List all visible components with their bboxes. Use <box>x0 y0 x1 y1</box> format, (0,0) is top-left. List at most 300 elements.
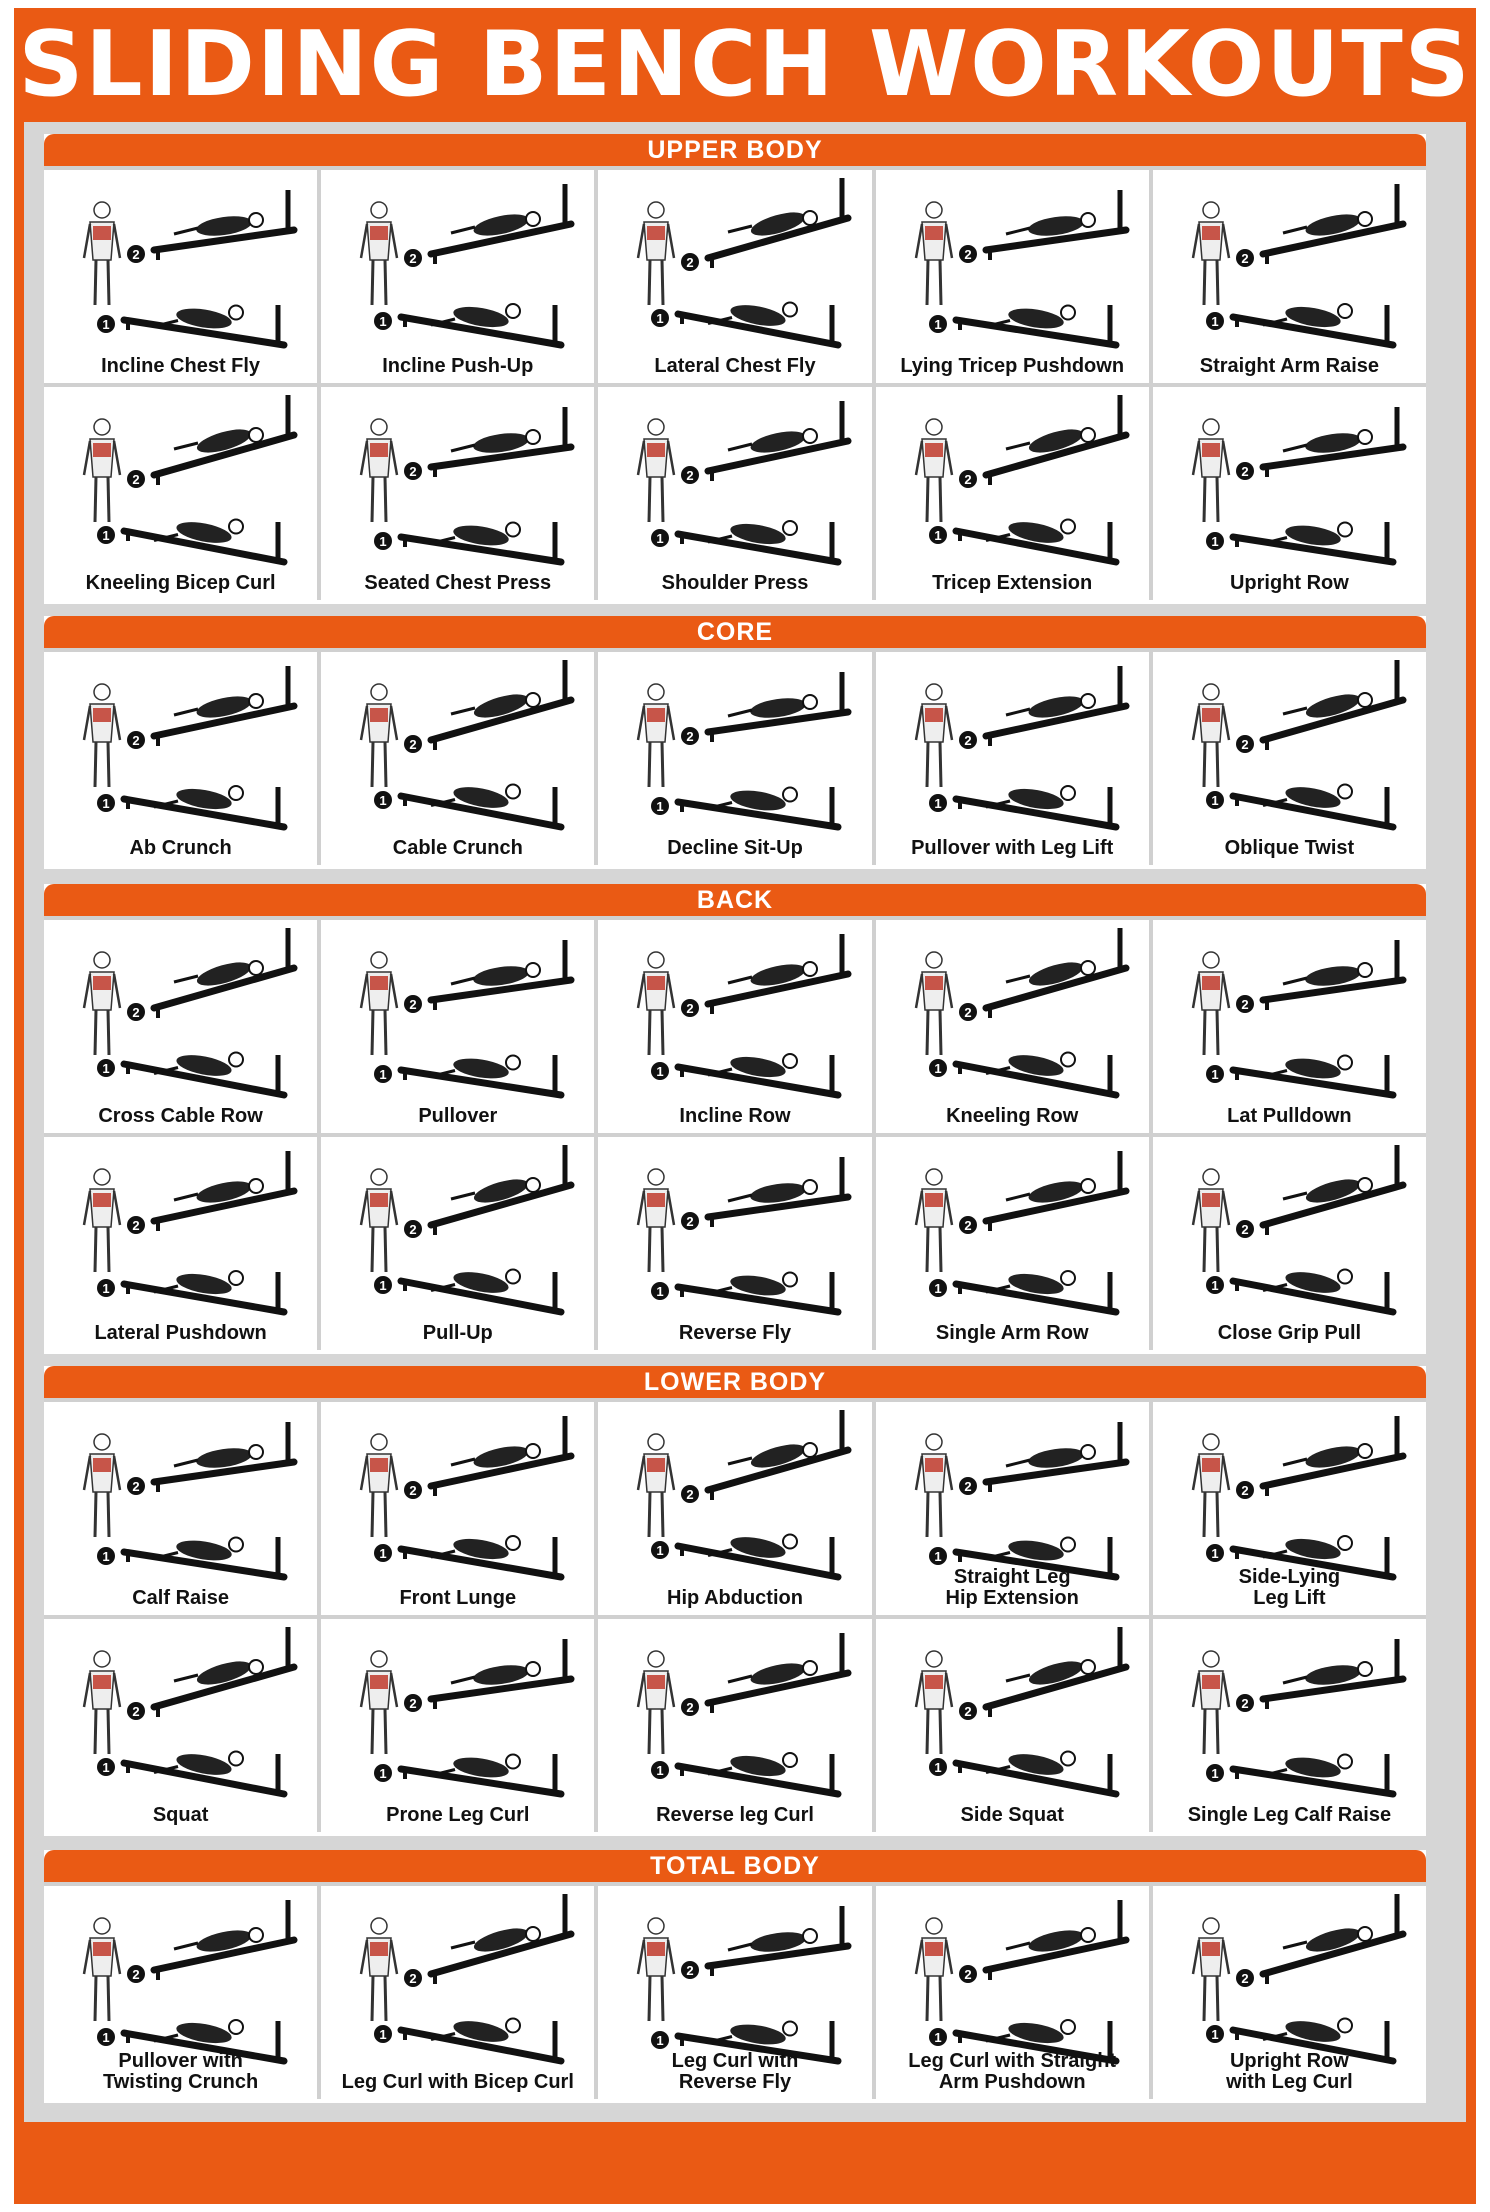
section-core <box>44 616 1426 869</box>
step-number: 2 <box>1241 251 1249 266</box>
step-2-illustration <box>127 1900 294 1983</box>
step-1-illustration <box>929 1750 1116 1794</box>
step-1-illustration <box>929 785 1116 827</box>
step-number: 1 <box>379 793 387 808</box>
step-number: 2 <box>686 1487 695 1502</box>
exercise-card <box>598 1137 871 1350</box>
step-2-illustration <box>1236 1145 1403 1238</box>
exercise-card <box>1153 170 1426 383</box>
step-number: 1 <box>1211 314 1219 329</box>
section-total-body <box>44 1850 1426 2103</box>
step-number: 2 <box>686 255 695 270</box>
step-number: 1 <box>379 1766 387 1781</box>
step-number: 2 <box>1241 464 1249 479</box>
step-number: 1 <box>933 1061 942 1076</box>
exercise-label: Single Leg Calf Raise <box>1187 1804 1392 1826</box>
exercise-illustration <box>321 1137 594 1317</box>
exercise-label: Incline Push-Up <box>382 355 534 377</box>
anatomy-icon <box>638 952 674 1055</box>
anatomy-icon <box>916 1434 952 1537</box>
exercise-label: Calf Raise <box>132 1587 229 1609</box>
step-number: 2 <box>409 464 417 479</box>
anatomy-icon <box>84 1918 120 2021</box>
step-number: 2 <box>963 472 972 487</box>
step-2-illustration <box>959 1151 1126 1234</box>
step-number: 1 <box>1211 534 1219 549</box>
step-2-illustration <box>959 928 1126 1021</box>
exercise-illustration <box>876 652 1149 832</box>
step-2-illustration <box>127 666 294 749</box>
step-2-illustration <box>959 395 1126 488</box>
step-2-illustration <box>1236 1416 1403 1499</box>
step-1-illustration <box>929 1051 1116 1095</box>
step-number: 1 <box>102 1760 110 1775</box>
exercise-card <box>44 1619 317 1832</box>
section-header: CORE <box>44 616 1426 648</box>
exercise-card <box>44 1886 317 2099</box>
step-number: 2 <box>132 1704 140 1719</box>
step-number: 1 <box>656 1284 665 1299</box>
exercise-label: Seated Chest Press <box>364 572 552 594</box>
exercise-label: Squat <box>152 1804 209 1826</box>
step-2-illustration <box>127 395 294 488</box>
exercise-illustration <box>598 652 871 832</box>
exercise-card <box>1153 652 1426 865</box>
step-2-illustration <box>959 1422 1126 1495</box>
exercise-illustration <box>1153 1886 1426 2066</box>
step-number: 1 <box>933 1281 942 1296</box>
exercise-label: Lat Pulldown <box>1227 1105 1352 1127</box>
exercise-label: Straight Leg Hip Extension <box>945 1566 1079 1609</box>
exercise-illustration <box>876 1402 1149 1582</box>
exercise-card <box>1153 1886 1426 2099</box>
step-2-illustration <box>127 190 294 263</box>
exercise-label: Side-Lying Leg Lift <box>1238 1566 1341 1609</box>
step-number: 2 <box>132 472 140 487</box>
section-header: UPPER BODY <box>44 134 1426 166</box>
step-number: 1 <box>102 1281 110 1296</box>
step-number: 2 <box>963 1967 972 1982</box>
anatomy-icon <box>638 1169 674 1272</box>
exercise-card <box>598 1886 871 2099</box>
step-1-illustration <box>651 1533 838 1577</box>
section-upper-body <box>44 134 1426 604</box>
step-2-illustration <box>681 178 848 271</box>
step-number: 1 <box>656 1543 665 1558</box>
step-2-illustration <box>681 1906 848 1979</box>
exercise-illustration <box>1153 1137 1426 1317</box>
step-1-illustration <box>374 1268 561 1312</box>
step-number: 2 <box>686 729 695 744</box>
exercise-card <box>598 170 871 383</box>
step-number: 1 <box>102 317 110 332</box>
exercise-illustration <box>598 170 871 350</box>
anatomy-icon <box>916 1169 952 1272</box>
step-number: 1 <box>102 1061 110 1076</box>
anatomy-icon <box>638 202 674 305</box>
step-2-illustration <box>404 1145 571 1238</box>
step-number: 1 <box>656 799 665 814</box>
exercise-illustration <box>876 170 1149 350</box>
step-number: 1 <box>656 2033 665 2048</box>
step-2-illustration <box>127 1627 294 1720</box>
exercise-label: Upright Row with Leg Curl <box>1226 2050 1353 2093</box>
anatomy-icon <box>361 1169 397 1272</box>
exercise-illustration <box>44 170 317 350</box>
step-number: 2 <box>409 1971 417 1986</box>
exercise-illustration <box>44 1137 317 1317</box>
exercise-card <box>321 170 594 383</box>
exercise-illustration <box>598 1619 871 1799</box>
exercise-illustration <box>598 1886 871 2066</box>
step-number: 2 <box>686 1700 695 1715</box>
exercise-card <box>598 387 871 600</box>
step-number: 2 <box>132 1005 140 1020</box>
step-1-illustration <box>651 1053 838 1095</box>
exercise-label: Tricep Extension <box>932 572 1093 594</box>
step-number: 1 <box>379 1278 387 1293</box>
exercise-card <box>876 1886 1149 2099</box>
exercise-card <box>876 387 1149 600</box>
exercise-card <box>876 1619 1149 1832</box>
exercise-label: Straight Arm Raise <box>1199 355 1380 377</box>
step-number: 1 <box>379 1067 387 1082</box>
section-back <box>44 884 1426 1354</box>
exercise-label: Reverse Fly <box>678 1322 792 1344</box>
step-number: 1 <box>1211 1278 1219 1293</box>
step-number: 2 <box>686 1963 695 1978</box>
step-2-illustration <box>1236 1894 1403 1987</box>
exercise-label: Lying Tricep Pushdown <box>900 355 1125 377</box>
step-2-illustration <box>959 666 1126 749</box>
step-1-illustration <box>1206 1268 1393 1312</box>
anatomy-icon <box>1193 684 1229 787</box>
exercise-card <box>321 920 594 1133</box>
anatomy-icon <box>638 1651 674 1754</box>
step-number: 2 <box>409 737 417 752</box>
exercise-card <box>321 1137 594 1350</box>
step-number: 2 <box>132 1479 140 1494</box>
exercise-label: Incline Row <box>679 1105 791 1127</box>
step-1-illustration <box>651 1272 838 1312</box>
step-number: 1 <box>1211 1766 1219 1781</box>
step-number: 2 <box>963 1005 972 1020</box>
exercise-label: Leg Curl with Straight Arm Pushdown <box>908 2050 1117 2093</box>
exercise-label: Single Arm Row <box>935 1322 1089 1344</box>
exercise-label: Pullover with Leg Lift <box>911 837 1114 859</box>
anatomy-icon <box>84 202 120 305</box>
exercise-illustration <box>1153 1619 1426 1799</box>
anatomy-icon <box>361 952 397 1055</box>
exercise-label: Decline Sit-Up <box>667 837 803 859</box>
step-1-illustration <box>929 305 1116 345</box>
anatomy-icon <box>1193 202 1229 305</box>
exercise-card <box>44 1137 317 1350</box>
exercise-illustration <box>44 1402 317 1582</box>
exercise-grid <box>44 1882 1426 2099</box>
exercise-illustration <box>44 652 317 832</box>
step-number: 2 <box>686 468 695 483</box>
anatomy-icon <box>916 419 952 522</box>
step-1-illustration <box>1206 783 1393 827</box>
step-2-illustration <box>404 407 571 480</box>
exercise-grid <box>44 916 1426 1350</box>
step-number: 1 <box>656 311 665 326</box>
step-number: 1 <box>1211 793 1219 808</box>
exercise-grid <box>44 648 1426 865</box>
exercise-label: Kneeling Bicep Curl <box>85 572 276 594</box>
exercise-card <box>321 652 594 865</box>
exercise-grid <box>44 1398 1426 1832</box>
step-number: 2 <box>409 1696 417 1711</box>
step-1-illustration <box>374 2017 561 2061</box>
exercise-card <box>321 387 594 600</box>
exercise-illustration <box>44 1619 317 1799</box>
exercise-card <box>598 1619 871 1832</box>
exercise-card <box>598 920 871 1133</box>
step-number: 1 <box>933 317 942 332</box>
step-1-illustration <box>1206 1754 1393 1794</box>
exercise-label: Close Grip Pull <box>1217 1322 1362 1344</box>
step-2-illustration <box>404 184 571 267</box>
step-2-illustration <box>127 1151 294 1234</box>
step-number: 2 <box>1241 1971 1249 1986</box>
anatomy-icon <box>84 1169 120 1272</box>
step-number: 1 <box>102 796 110 811</box>
exercise-card <box>321 1886 594 2099</box>
anatomy-icon <box>1193 419 1229 522</box>
exercise-illustration <box>876 1886 1149 2066</box>
exercise-card <box>1153 387 1426 600</box>
step-number: 1 <box>1211 2027 1219 2042</box>
step-1-illustration <box>374 303 561 345</box>
exercise-card <box>44 170 317 383</box>
step-1-illustration <box>97 1270 284 1312</box>
step-number: 1 <box>379 314 387 329</box>
step-2-illustration <box>1236 184 1403 267</box>
step-2-illustration <box>1236 660 1403 753</box>
exercise-illustration <box>598 387 871 567</box>
anatomy-icon <box>1193 952 1229 1055</box>
step-number: 1 <box>1211 1067 1219 1082</box>
exercise-label: Prone Leg Curl <box>386 1804 530 1826</box>
exercise-card <box>598 652 871 865</box>
exercise-illustration <box>321 387 594 567</box>
poster <box>14 8 1476 2204</box>
exercise-grid <box>44 166 1426 600</box>
anatomy-icon <box>1193 1918 1229 2021</box>
exercise-label: Pullover <box>418 1105 498 1127</box>
step-1-illustration <box>651 520 838 562</box>
step-number: 1 <box>933 1760 942 1775</box>
exercise-label: Leg Curl with Reverse Fly <box>671 2050 799 2093</box>
exercise-card <box>1153 1619 1426 1832</box>
anatomy-icon <box>361 684 397 787</box>
step-number: 2 <box>686 1214 695 1229</box>
step-number: 2 <box>963 247 972 262</box>
step-1-illustration <box>97 1537 284 1577</box>
step-2-illustration <box>681 672 848 745</box>
step-number: 1 <box>379 2027 387 2042</box>
step-number: 2 <box>1241 737 1249 752</box>
exercise-label: Cross Cable Row <box>98 1105 263 1127</box>
exercise-illustration <box>876 920 1149 1100</box>
exercise-card <box>321 1402 594 1615</box>
step-2-illustration <box>404 1639 571 1712</box>
exercise-illustration <box>876 1619 1149 1799</box>
anatomy-icon <box>361 202 397 305</box>
exercise-illustration <box>876 1137 1149 1317</box>
step-number: 2 <box>132 247 140 262</box>
anatomy-icon <box>1193 1434 1229 1537</box>
exercise-label: Side Squat <box>960 1804 1064 1826</box>
exercise-label: Lateral Chest Fly <box>654 355 816 377</box>
exercise-card <box>876 652 1149 865</box>
exercise-illustration <box>1153 652 1426 832</box>
exercise-card <box>876 1402 1149 1615</box>
step-1-illustration <box>97 785 284 827</box>
anatomy-icon <box>916 1651 952 1754</box>
step-1-illustration <box>97 305 284 345</box>
step-1-illustration <box>929 518 1116 562</box>
step-2-illustration <box>1236 407 1403 480</box>
step-number: 1 <box>102 1549 110 1564</box>
exercise-label: Kneeling Row <box>946 1105 1079 1127</box>
exercise-illustration <box>1153 1402 1426 1582</box>
exercise-illustration <box>321 170 594 350</box>
anatomy-icon <box>916 1918 952 2021</box>
section-header: BACK <box>44 884 1426 916</box>
exercise-card <box>44 387 317 600</box>
exercise-illustration <box>876 387 1149 567</box>
exercise-label: Leg Curl with Bicep Curl <box>341 2071 574 2093</box>
step-2-illustration <box>404 940 571 1013</box>
exercise-card <box>1153 1137 1426 1350</box>
exercise-card <box>876 1137 1149 1350</box>
anatomy-icon <box>638 1918 674 2021</box>
step-1-illustration <box>1206 1055 1393 1095</box>
anatomy-icon <box>1193 1169 1229 1272</box>
step-1-illustration <box>1206 303 1393 345</box>
exercise-card <box>876 170 1149 383</box>
step-2-illustration <box>681 1157 848 1230</box>
anatomy-icon <box>638 1434 674 1537</box>
anatomy-icon <box>916 952 952 1055</box>
exercise-label: Front Lunge <box>399 1587 517 1609</box>
exercise-illustration <box>44 1886 317 2066</box>
step-2-illustration <box>681 934 848 1017</box>
anatomy-icon <box>84 952 120 1055</box>
step-number: 1 <box>656 531 665 546</box>
exercise-label: Cable Crunch <box>392 837 523 859</box>
step-number: 1 <box>933 796 942 811</box>
step-number: 2 <box>409 997 417 1012</box>
step-number: 2 <box>963 733 972 748</box>
exercise-label: Lateral Pushdown <box>94 1322 267 1344</box>
step-number: 1 <box>379 1546 387 1561</box>
step-1-illustration <box>374 1754 561 1794</box>
exercise-illustration <box>598 1137 871 1317</box>
step-1-illustration <box>97 1051 284 1095</box>
step-number: 2 <box>1241 997 1249 1012</box>
anatomy-icon <box>638 419 674 522</box>
anatomy-icon <box>84 684 120 787</box>
step-1-illustration <box>374 783 561 827</box>
step-2-illustration <box>1236 1639 1403 1712</box>
exercise-illustration <box>321 920 594 1100</box>
exercise-card <box>1153 920 1426 1133</box>
step-1-illustration <box>374 1055 561 1095</box>
exercise-illustration <box>44 920 317 1100</box>
step-1-illustration <box>1206 522 1393 562</box>
step-1-illustration <box>97 1750 284 1794</box>
anatomy-icon <box>361 1651 397 1754</box>
step-number: 2 <box>132 1967 140 1982</box>
step-number: 1 <box>933 1549 942 1564</box>
step-number: 2 <box>686 1001 695 1016</box>
anatomy-icon <box>361 419 397 522</box>
exercise-label: Shoulder Press <box>661 572 809 594</box>
step-2-illustration <box>681 401 848 484</box>
exercise-card <box>44 920 317 1133</box>
exercise-label: Reverse leg Curl <box>656 1804 814 1826</box>
step-1-illustration <box>651 301 838 345</box>
step-number: 1 <box>933 528 942 543</box>
exercise-label: Pull-Up <box>422 1322 493 1344</box>
step-2-illustration <box>127 928 294 1021</box>
exercise-card <box>321 1619 594 1832</box>
step-2-illustration <box>127 1422 294 1495</box>
section-header: LOWER BODY <box>44 1366 1426 1398</box>
exercise-illustration <box>598 1402 871 1582</box>
step-1-illustration <box>929 1270 1116 1312</box>
step-number: 2 <box>1241 1696 1249 1711</box>
step-2-illustration <box>404 1894 571 1987</box>
anatomy-icon <box>1193 1651 1229 1754</box>
exercise-label: Hip Abduction <box>667 1587 803 1609</box>
anatomy-icon <box>638 684 674 787</box>
exercise-label: Oblique Twist <box>1224 837 1355 859</box>
poster-title: SLIDING BENCH WORKOUTS <box>18 11 1472 117</box>
step-number: 2 <box>1241 1483 1249 1498</box>
step-2-illustration <box>681 1410 848 1503</box>
anatomy-icon <box>84 1651 120 1754</box>
exercise-label: Upright Row <box>1229 572 1349 594</box>
step-number: 1 <box>933 2030 942 2045</box>
exercise-illustration <box>1153 920 1426 1100</box>
exercise-card <box>44 1402 317 1615</box>
step-number: 2 <box>963 1218 972 1233</box>
exercise-illustration <box>321 652 594 832</box>
exercise-label: Pullover with Twisting Crunch <box>103 2050 259 2093</box>
step-2-illustration <box>959 190 1126 263</box>
exercise-illustration <box>598 920 871 1100</box>
step-number: 1 <box>656 1763 665 1778</box>
step-number: 2 <box>1241 1222 1249 1237</box>
exercise-label: Ab Crunch <box>129 837 232 859</box>
exercise-illustration <box>321 1619 594 1799</box>
exercise-illustration <box>1153 387 1426 567</box>
step-number: 2 <box>963 1704 972 1719</box>
step-number: 1 <box>102 528 110 543</box>
step-number: 2 <box>132 733 140 748</box>
exercise-card <box>598 1402 871 1615</box>
step-number: 2 <box>409 1222 417 1237</box>
step-1-illustration <box>97 518 284 562</box>
step-1-illustration <box>374 522 561 562</box>
exercise-illustration <box>44 387 317 567</box>
anatomy-icon <box>916 684 952 787</box>
